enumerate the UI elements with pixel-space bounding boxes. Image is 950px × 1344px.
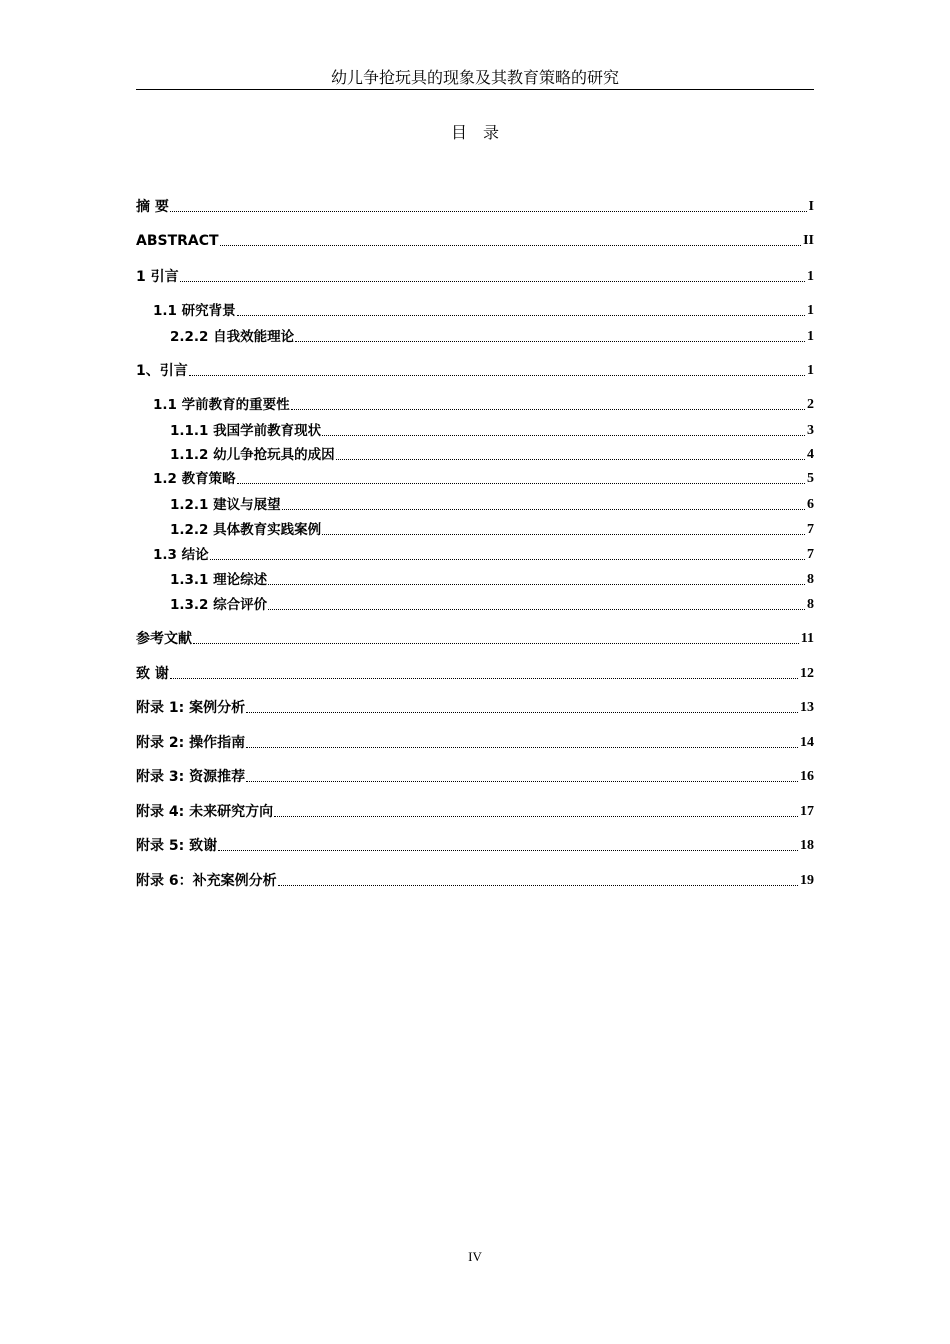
toc-entry-label: 摘 要 <box>136 199 169 215</box>
toc-entry[interactable] <box>136 630 814 648</box>
page-number: IV <box>468 1249 482 1264</box>
dot-leader <box>246 764 798 782</box>
toc-entry[interactable] <box>153 302 814 320</box>
dot-leader <box>220 228 802 246</box>
toc-entry-label: 附录 4: 未来研究方向 <box>136 804 274 820</box>
toc-entry-page-number: 16 <box>800 769 814 784</box>
toc-entry-page-number: 4 <box>807 447 814 462</box>
toc-entry-page-number: 3 <box>807 423 814 438</box>
toc-entry-label: 附录 6：补充案例分析 <box>136 873 277 889</box>
toc-entry-label: 1.3.1 理论综述 <box>170 572 268 588</box>
dot-leader <box>336 442 805 460</box>
toc-entry-page-number: 17 <box>800 804 814 819</box>
toc-entry[interactable] <box>170 571 814 589</box>
dot-leader <box>193 626 799 644</box>
toc-entry-label: 附录 1: 案例分析 <box>136 700 246 716</box>
toc-entry-page-number: 6 <box>807 497 814 512</box>
dot-leader <box>218 833 798 851</box>
toc-entry[interactable] <box>136 803 814 821</box>
toc-entry-label: 致 谢 <box>136 666 169 682</box>
dot-leader <box>180 264 805 282</box>
toc-entry[interactable] <box>153 546 814 564</box>
toc-entry-page-number: 8 <box>807 597 814 612</box>
toc-entry[interactable] <box>170 422 814 440</box>
toc-entry-page-number: II <box>803 233 814 248</box>
toc-entry[interactable] <box>136 872 814 890</box>
toc-entry[interactable] <box>136 268 814 286</box>
toc-entry-page-number: 19 <box>800 873 814 888</box>
toc-entry-page-number: 11 <box>800 631 814 646</box>
toc-entry[interactable] <box>136 198 814 216</box>
toc-entry[interactable] <box>136 232 814 250</box>
dot-leader <box>237 466 805 484</box>
dot-leader <box>246 695 798 713</box>
toc-entry-label: 1.3 结论 <box>153 547 209 563</box>
toc-entry[interactable] <box>136 768 814 786</box>
toc-entry-label: 1.2.1 建议与展望 <box>170 497 281 513</box>
toc-entry-label: 1.1 学前教育的重要性 <box>153 397 290 413</box>
dot-leader <box>237 298 805 316</box>
toc-entry-page-number: I <box>808 199 814 214</box>
toc-entry-label: 附录 5: 致谢 <box>136 838 218 854</box>
toc-entry-label: ABSTRACT <box>136 233 219 249</box>
toc-entry[interactable] <box>170 596 814 614</box>
dot-leader <box>246 730 798 748</box>
toc-entry-label: 1.2.2 具体教育实践案例 <box>170 522 322 538</box>
toc-entry[interactable] <box>136 362 814 380</box>
toc-entry[interactable] <box>136 734 814 752</box>
toc-entry-label: 参考文献 <box>136 631 192 647</box>
toc-entry-page-number: 7 <box>807 522 814 537</box>
toc-entry-page-number: 14 <box>800 735 814 750</box>
toc-entry[interactable] <box>170 446 814 464</box>
dot-leader <box>210 542 805 560</box>
dot-leader <box>282 492 805 510</box>
running-header: 幼儿争抢玩具的现象及其教育策略的研究 <box>330 68 619 87</box>
toc-entry-page-number: 8 <box>807 572 814 587</box>
toc-entry[interactable] <box>153 396 814 414</box>
toc-entry-page-number: 7 <box>807 547 814 562</box>
toc-entry[interactable] <box>170 328 814 346</box>
toc-entry-page-number: 1 <box>807 363 814 378</box>
toc-entry-label: 1.3.2 综合评价 <box>170 597 268 613</box>
dot-leader <box>322 517 805 535</box>
toc-entry-page-number: 2 <box>807 397 814 412</box>
dot-leader <box>170 194 807 212</box>
toc-entry-label: 1.2 教育策略 <box>153 471 236 487</box>
toc-entry-label: 1、引言 <box>136 363 188 379</box>
toc-entry-label: 1.1.1 我国学前教育现状 <box>170 423 322 439</box>
dot-leader <box>170 661 798 679</box>
toc-entry[interactable] <box>136 699 814 717</box>
toc-entry[interactable] <box>136 665 814 683</box>
dot-leader <box>295 324 805 342</box>
toc-entry-label: 附录 3: 资源推荐 <box>136 769 246 785</box>
toc-entry-label: 1 引言 <box>136 269 179 285</box>
toc-entry-label: 1.1 研究背景 <box>153 303 236 319</box>
header-rule <box>136 89 814 90</box>
toc-entry[interactable] <box>170 521 814 539</box>
dot-leader <box>189 358 805 376</box>
toc-entry-page-number: 13 <box>800 700 814 715</box>
toc-entry-label: 1.1.2 幼儿争抢玩具的成因 <box>170 447 335 463</box>
toc-entry-page-number: 1 <box>807 329 814 344</box>
toc-entry[interactable] <box>170 496 814 514</box>
dot-leader <box>278 868 798 886</box>
toc-entry-label: 2.2.2 自我效能理论 <box>170 329 295 345</box>
toc-entry[interactable] <box>136 837 814 855</box>
dot-leader <box>268 567 805 585</box>
toc-entry-page-number: 12 <box>800 666 814 681</box>
toc-entry-page-number: 1 <box>807 269 814 284</box>
toc-entry-label: 附录 2: 操作指南 <box>136 735 246 751</box>
toc-title: 目 录 <box>450 123 499 142</box>
toc-entry-page-number: 5 <box>807 471 814 486</box>
toc-entry-page-number: 1 <box>807 303 814 318</box>
dot-leader <box>274 799 798 817</box>
dot-leader <box>268 592 805 610</box>
toc-entry-page-number: 18 <box>800 838 814 853</box>
toc-entry[interactable] <box>153 470 814 488</box>
dot-leader <box>291 392 805 410</box>
dot-leader <box>322 418 805 436</box>
